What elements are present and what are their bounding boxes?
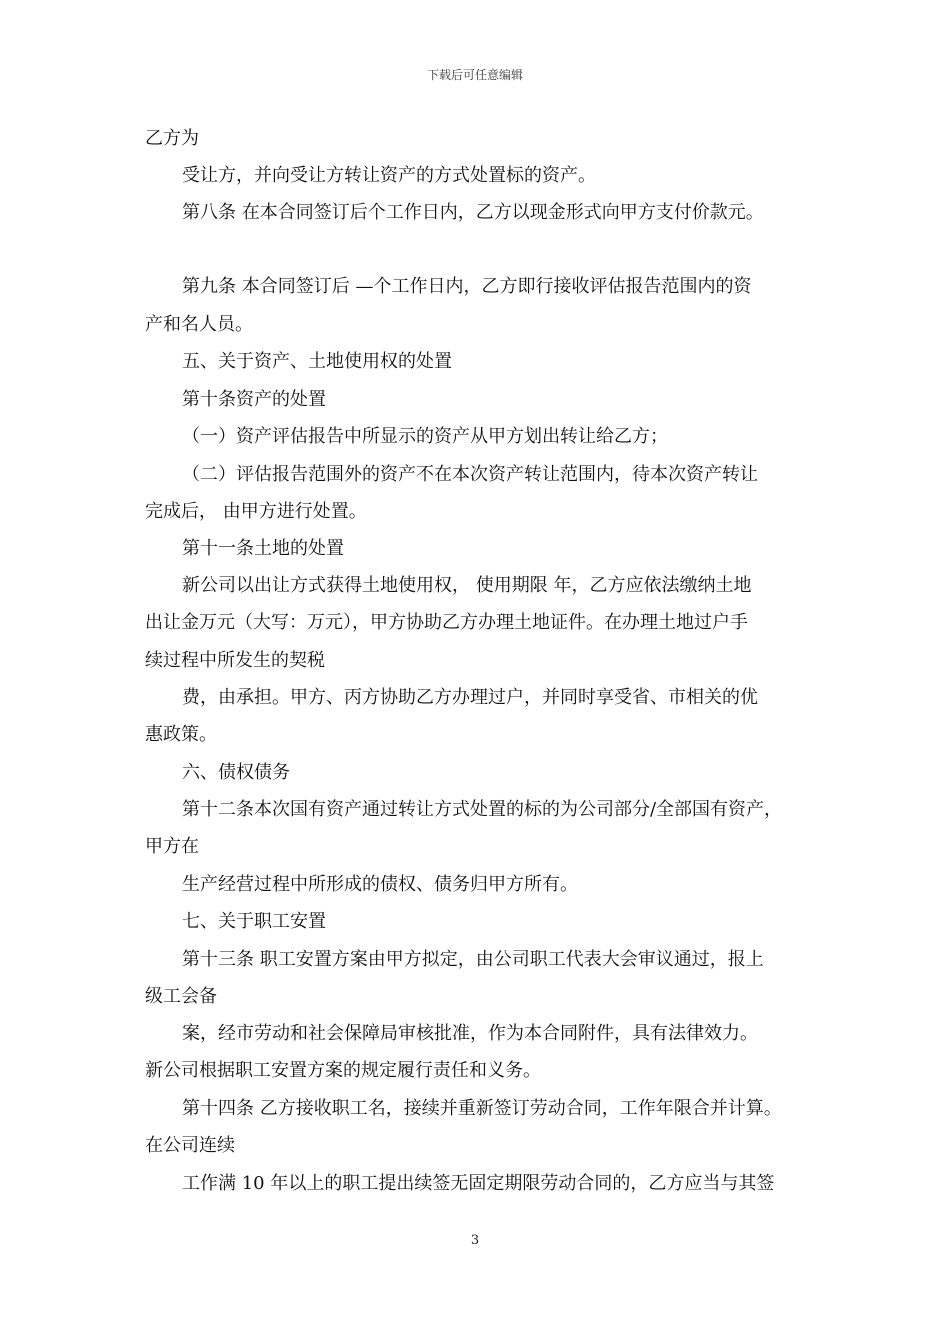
text-line: 惠政策。 — [145, 724, 217, 745]
text-line: 费，由承担。甲方、丙方协助乙方办理过户，并同时享受省、市相关的优 — [182, 687, 758, 708]
text-line: 生产经营过程中所形成的债权、债务归甲方所有。 — [182, 874, 578, 895]
text-line: 出让金万元（大写：万元），甲方协助乙方办理土地证件。在办理土地过户手 — [145, 612, 748, 633]
text-line: 续过程中所发生的契税 — [145, 650, 325, 671]
text-line: 案，经市劳动和社会保障局审核批准，作为本合同附件，具有法律效力。 — [182, 1023, 758, 1044]
text-line: 第十三条 职工安置方案由甲方拟定，由公司职工代表大会审议通过，报上 — [182, 949, 764, 970]
text-line: 第十四条 乙方接收职工名，接续并重新签订劳动合同，工作年限合并计算。 — [182, 1098, 782, 1119]
text-line: 新公司以出让方式获得土地使用权， 使用期限 年，乙方应依法缴纳土地 — [182, 575, 752, 596]
page-number: 3 — [470, 1233, 480, 1248]
text-line: 第十条资产的处置 — [182, 389, 326, 410]
text-line: 在公司连续 — [145, 1135, 235, 1156]
text-line: 甲方在 — [145, 836, 199, 857]
text-line: 产和名人员。 — [145, 314, 253, 335]
text-line: 受让方，并向受让方转让资产的方式处置标的资产。 — [182, 165, 596, 186]
text-line: 第十一条土地的处置 — [182, 538, 344, 559]
text-line: 级工会备 — [145, 986, 217, 1007]
page-header: 下载后可任意编辑 — [426, 68, 523, 82]
text-line: 工作满 10 年以上的职工提出续签无固定期限劳动合同的，乙方应当与其签 — [182, 1173, 775, 1194]
section-heading: 六、债权债务 — [182, 762, 290, 783]
section-heading: 七、关于职工安置 — [182, 911, 326, 932]
text-line: 乙方为 — [145, 128, 199, 149]
text-line: 完成后， 由甲方进行处置。 — [145, 501, 367, 522]
text-line: （二）评估报告范围外的资产不在本次资产转让范围内，待本次资产转让 — [182, 464, 758, 485]
text-line: （一）资产评估报告中所显示的资产从甲方划出转让给乙方； — [182, 426, 668, 447]
text-line: 新公司根据职工安置方案的规定履行责任和义务。 — [145, 1060, 541, 1081]
text-line: 第八条 在本合同签订后个工作日内，乙方以现金形式向甲方支付价款元。 — [182, 202, 764, 223]
text-line: 第九条 本合同签订后 —个工作日内，乙方即行接收评估报告范围内的资 — [182, 276, 752, 297]
text-line: 第十二条本次国有资产通过转让方式处置的标的为公司部分/全部国有资产， — [182, 799, 783, 820]
section-heading: 五、关于资产、土地使用权的处置 — [182, 351, 452, 372]
